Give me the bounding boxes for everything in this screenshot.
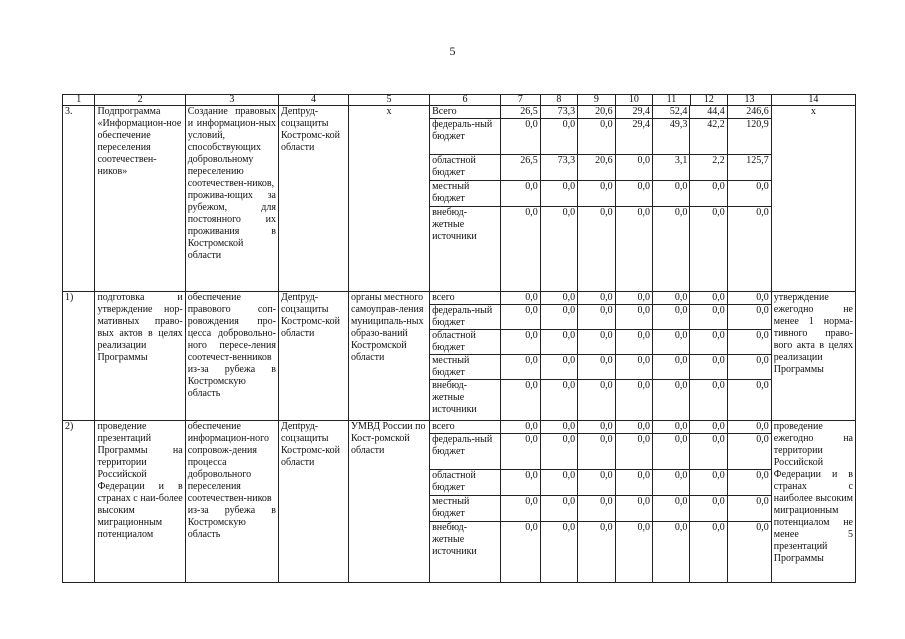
- column-number: 1: [63, 95, 95, 106]
- funding-amount: 0,0: [690, 207, 727, 291]
- funding-amount: 29,4: [615, 106, 652, 119]
- funding-amount: 0,0: [578, 181, 615, 207]
- funding-amount: 0,0: [615, 379, 652, 420]
- funding-amount: 0,0: [727, 354, 770, 379]
- expected-result: утверждение ежегодно не менее 1 норма-тивного право-вого акта в целях реализации Программы: [771, 291, 855, 421]
- financing-row: [430, 292, 771, 305]
- funding-amount: 73,3: [540, 155, 577, 181]
- funding-amount: 0,0: [615, 434, 652, 470]
- funding-amount: 0,0: [727, 292, 770, 305]
- funding-amount: 52,4: [652, 106, 689, 119]
- funding-amount: 0,0: [615, 470, 652, 496]
- funding-amount: 2,2: [690, 155, 727, 181]
- financing-row: [430, 181, 771, 207]
- funding-amount: 0,0: [540, 181, 577, 207]
- funding-source: федераль-ный бюджет: [430, 434, 501, 470]
- column-number: 2: [95, 95, 185, 106]
- funding-amount: 0,0: [690, 181, 727, 207]
- funding-source: областной бюджет: [430, 470, 501, 496]
- financing-block: [430, 291, 772, 421]
- funding-amount: 0,0: [578, 329, 615, 354]
- funding-amount: 0,0: [578, 119, 615, 155]
- row-number: 2): [63, 421, 95, 583]
- funding-amount: 0,0: [690, 496, 727, 522]
- participants: органы местного самоуправ-ления муниципаль-ных образо-ваний Костромской области: [348, 291, 429, 421]
- funding-amount: 125,7: [727, 155, 770, 181]
- financing-row: [430, 421, 771, 434]
- executor: Депtруд-соцзащиты Костромс-кой области: [278, 421, 348, 583]
- funding-amount: 0,0: [615, 329, 652, 354]
- funding-amount: 26,5: [501, 155, 540, 181]
- row-number: 3.: [63, 106, 95, 292]
- funding-amount: 0,0: [652, 354, 689, 379]
- funding-amount: 0,0: [690, 470, 727, 496]
- column-number: 5: [348, 95, 429, 106]
- financing-row: [430, 119, 771, 155]
- executor: Депtруд-соцзащиты Костромс-кой области: [278, 291, 348, 421]
- activity-name: Подпрограмма «Информацион-ное обеспечение переселения соотечествен-ников»: [95, 106, 185, 292]
- funding-amount: 42,2: [690, 119, 727, 155]
- funding-amount: 0,0: [540, 522, 577, 582]
- funding-amount: 0,0: [727, 421, 770, 434]
- financing-row: [430, 470, 771, 496]
- funding-amount: 0,0: [501, 329, 540, 354]
- funding-amount: 0,0: [578, 434, 615, 470]
- funding-amount: 0,0: [615, 421, 652, 434]
- funding-amount: 0,0: [690, 522, 727, 582]
- funding-amount: 0,0: [501, 181, 540, 207]
- funding-amount: 0,0: [615, 304, 652, 329]
- funding-amount: 20,6: [578, 106, 615, 119]
- funding-amount: 0,0: [501, 470, 540, 496]
- funding-amount: 0,0: [540, 292, 577, 305]
- column-number: 11: [653, 95, 691, 106]
- funding-amount: 0,0: [615, 207, 652, 291]
- funding-amount: 3,1: [652, 155, 689, 181]
- funding-amount: 0,0: [501, 207, 540, 291]
- executor: Депtруд-соцзащиты Костромс-кой области: [278, 106, 348, 292]
- funding-amount: 0,0: [615, 354, 652, 379]
- funding-source: федераль-ный бюджет: [430, 304, 501, 329]
- funding-amount: 0,0: [615, 522, 652, 582]
- funding-amount: 0,0: [540, 304, 577, 329]
- funding-amount: 0,0: [501, 354, 540, 379]
- funding-amount: 0,0: [727, 329, 770, 354]
- funding-amount: 0,0: [615, 292, 652, 305]
- financing-row: [430, 329, 771, 354]
- funding-source: внебюд-жетные источники: [432, 207, 477, 242]
- financing-row: [430, 434, 771, 470]
- funding-amount: 0,0: [540, 434, 577, 470]
- funding-amount: 0,0: [540, 470, 577, 496]
- table-row: [63, 291, 856, 421]
- funding-amount: 0,0: [727, 434, 770, 470]
- column-number: 4: [278, 95, 348, 106]
- activity-goal: обеспечение информацион-ного сопровож-дения процесса добровольного переселения соотечествен-ников из-за рубежа в Костромскую область: [185, 421, 278, 583]
- funding-amount: 0,0: [652, 421, 689, 434]
- funding-amount: 0,0: [540, 354, 577, 379]
- funding-amount: 0,0: [578, 354, 615, 379]
- funding-amount: 0,0: [690, 292, 727, 305]
- funding-amount: 0,0: [578, 292, 615, 305]
- funding-amount: 0,0: [652, 379, 689, 420]
- funding-amount: 0,0: [501, 434, 540, 470]
- financing-row: [430, 155, 771, 181]
- column-number: 10: [615, 95, 653, 106]
- financing-block: [430, 106, 772, 292]
- funding-amount: 0,0: [652, 522, 689, 582]
- funding-amount: 0,0: [501, 292, 540, 305]
- funding-amount: 0,0: [615, 496, 652, 522]
- funding-amount: 26,5: [501, 106, 540, 119]
- table-row: [63, 421, 856, 583]
- funding-amount: 0,0: [501, 119, 540, 155]
- funding-source: областной бюджет: [430, 329, 501, 354]
- funding-amount: 0,0: [615, 155, 652, 181]
- funding-source: местный бюджет: [430, 181, 501, 207]
- funding-amount: 0,0: [690, 329, 727, 354]
- funding-amount: 0,0: [501, 496, 540, 522]
- funding-source: всего: [430, 421, 501, 434]
- activity-name: подготовка и утверждение нор-мативных право-вых актов в целях реализации Программы: [95, 291, 185, 421]
- funding-amount: 0,0: [652, 434, 689, 470]
- funding-amount: 0,0: [652, 181, 689, 207]
- funding-amount: 0,0: [578, 207, 615, 291]
- funding-amount: 0,0: [652, 207, 689, 291]
- financing-row: [430, 106, 771, 119]
- financing-row: [430, 304, 771, 329]
- page-number: 5: [449, 44, 456, 58]
- column-number: 8: [540, 95, 578, 106]
- funding-amount: 0,0: [578, 304, 615, 329]
- funding-amount: 20,6: [578, 155, 615, 181]
- funding-amount: 0,0: [727, 207, 770, 291]
- funding-amount: 0,0: [690, 354, 727, 379]
- funding-amount: 0,0: [578, 522, 615, 582]
- funding-amount: 0,0: [578, 470, 615, 496]
- column-number: 12: [690, 95, 728, 106]
- funding-amount: 0,0: [615, 181, 652, 207]
- column-number: 13: [728, 95, 772, 106]
- funding-amount: 0,0: [690, 379, 727, 420]
- financing-block: [430, 421, 772, 583]
- funding-amount: 0,0: [501, 421, 540, 434]
- funding-amount: 0,0: [727, 470, 770, 496]
- funding-amount: 0,0: [540, 207, 577, 291]
- funding-source: внебюд-жетные источники: [432, 379, 477, 415]
- funding-amount: 0,0: [727, 379, 770, 420]
- funding-amount: 0,0: [540, 119, 577, 155]
- funding-source: местный бюджет: [430, 354, 501, 379]
- participants: х: [348, 106, 429, 292]
- funding-amount: 0,0: [540, 421, 577, 434]
- funding-amount: 0,0: [727, 522, 770, 582]
- financing-row: [430, 496, 771, 522]
- funding-source: Всего: [430, 106, 501, 119]
- column-number-row: [63, 95, 856, 106]
- expected-result: х: [771, 106, 855, 292]
- expected-result: проведение ежегодно на территории Российской Федерации и в странах с наиболее высоким миграционным потенциалом не менее 5 презентаций Программы: [771, 421, 855, 583]
- table-row: [63, 106, 856, 292]
- funding-amount: 0,0: [690, 421, 727, 434]
- funding-amount: 0,0: [501, 522, 540, 582]
- funding-amount: 0,0: [652, 304, 689, 329]
- financing-row: [430, 207, 771, 291]
- funding-amount: 0,0: [690, 304, 727, 329]
- funding-amount: 0,0: [578, 421, 615, 434]
- funding-source: внебюд-жетные источники: [432, 522, 477, 557]
- funding-amount: 0,0: [501, 304, 540, 329]
- funding-amount: 0,0: [690, 434, 727, 470]
- funding-source: федераль-ный бюджет: [430, 119, 501, 155]
- funding-source: областной бюджет: [430, 155, 501, 181]
- row-number: 1): [63, 291, 95, 421]
- funding-amount: 0,0: [727, 496, 770, 522]
- activity-name: проведение презентаций Программы на территории Российской Федерации и в странах с наи-более высоким миграционным потенциалом: [95, 421, 185, 583]
- funding-amount: 0,0: [727, 181, 770, 207]
- activity-goal: Создание правовых и информацион-ных условий, способствующих добровольному переселению соотечествен-ников, прожива-ющих за рубежом, для постоянного их проживания в Костромской области: [185, 106, 278, 292]
- column-number: 7: [501, 95, 541, 106]
- funding-amount: 0,0: [652, 292, 689, 305]
- program-table: [62, 94, 856, 583]
- funding-amount: 0,0: [652, 470, 689, 496]
- funding-amount: 0,0: [727, 304, 770, 329]
- funding-amount: 29,4: [615, 119, 652, 155]
- funding-amount: 120,9: [727, 119, 770, 155]
- activity-goal: обеспечение правового соп-ровождения про-цесса добровольно-ного пересе-ления соотечест-венников из-за рубежа в Костромскую область: [185, 291, 278, 421]
- column-number: 14: [771, 95, 855, 106]
- funding-amount: 0,0: [540, 379, 577, 420]
- funding-amount: 44,4: [690, 106, 727, 119]
- funding-amount: 0,0: [540, 329, 577, 354]
- funding-amount: 0,0: [501, 379, 540, 420]
- funding-amount: 0,0: [652, 329, 689, 354]
- financing-row: [430, 379, 771, 420]
- funding-amount: 0,0: [578, 379, 615, 420]
- column-number: 9: [578, 95, 616, 106]
- funding-amount: 73,3: [540, 106, 577, 119]
- funding-amount: 0,0: [540, 496, 577, 522]
- funding-amount: 0,0: [578, 496, 615, 522]
- funding-source: местный бюджет: [430, 496, 501, 522]
- participants: УМВД России по Кост-ромской области: [348, 421, 429, 583]
- funding-amount: 49,3: [652, 119, 689, 155]
- funding-amount: 0,0: [652, 496, 689, 522]
- funding-source: всего: [430, 292, 501, 305]
- financing-row: [430, 522, 771, 582]
- column-number: 6: [430, 95, 501, 106]
- funding-amount: 246,6: [727, 106, 770, 119]
- financing-row: [430, 354, 771, 379]
- column-number: 3: [185, 95, 278, 106]
